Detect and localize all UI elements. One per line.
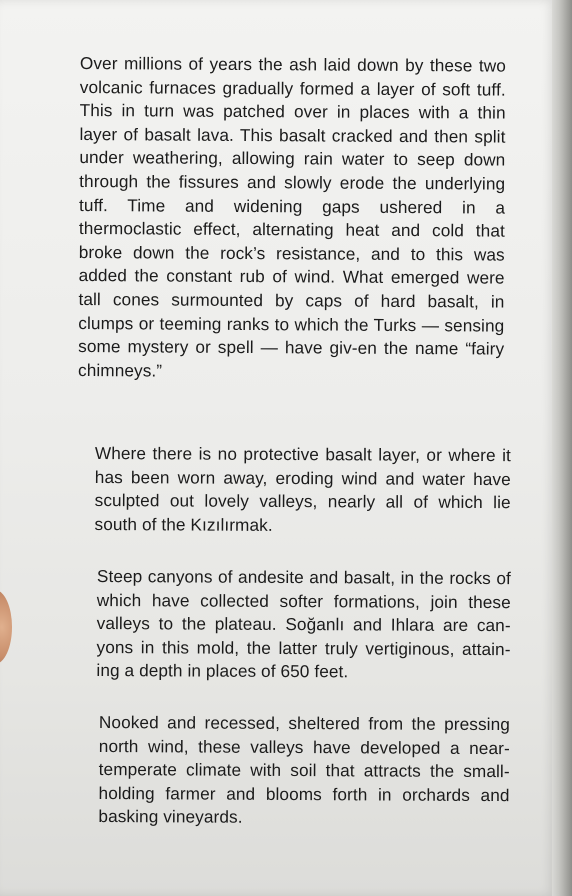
paragraph-fairy-chimneys: Over millions of years the ash laid down by these two volcanic furnaces gradually formed a layer of soft tuff. This in turn was patched over in places with a thin layer of basalt lava. This basalt cracked and then split under weathering, allowing rain water to seep down through the fissures and slowly erode the underlying tuff. Time and widening gaps ushered in a thermoclastic effect, alternating heat and cold that broke down the rock’s resistance, and to this was added the constant rub of wind. What emerged were tall cones surmounted by caps of hard basalt, in clumps or teeming ranks to which the Turks — sensing some mystery or spell — have giv-en the name “fairy chimneys.” xyxy=(77,52,506,381)
paragraph-canyons: Steep canyons of andesite and basalt, in the rocks of which have collected softer formations, join these valleys to the plateau. Soğanlı and Ihlara are can-yons in this mold, the latter truly vertiginous, attain-ing a depth in places of 650 feet. xyxy=(96,566,511,682)
page-edge xyxy=(552,0,572,896)
paragraph-valleys: Where there is no protective basalt layer, or where it has been worn away, eroding wind and water have sculpted out lovely valleys, nearly all of which lie south of the Kızılırmak. xyxy=(94,443,511,535)
paragraph-climate: Nooked and recessed, sheltered from the pressing north wind, these valleys have developed a near-temperate climate with soil that attracts the small-holding farmer and blooms forth in orchards and basking vineyards. xyxy=(98,712,510,828)
